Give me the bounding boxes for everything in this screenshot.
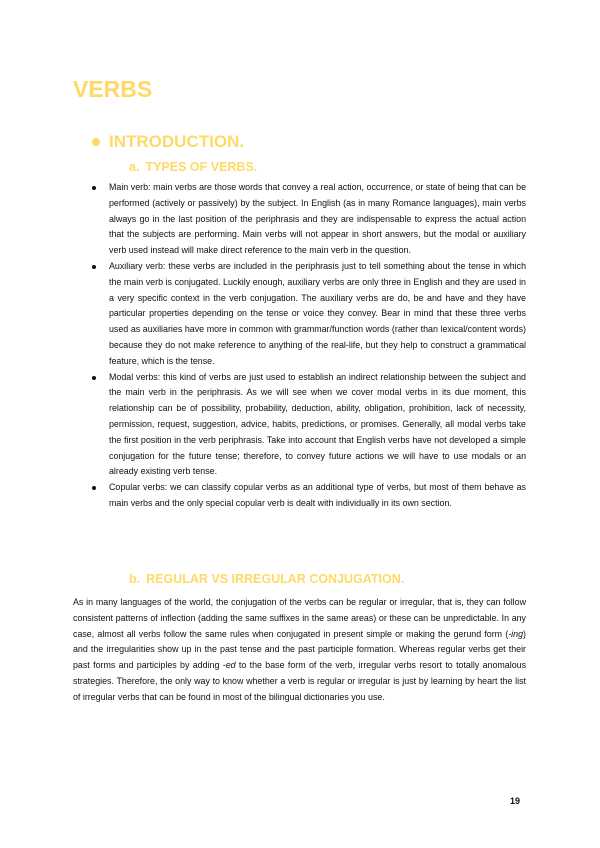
bullet-icon: [92, 486, 96, 490]
list-item-text: Modal verbs: this kind of verbs are just used to establish an indirect relationship between the subject and the main verb in the periphrasis. As we will see when we cover modal verbs in its due moment, this relationship can be of possibility, probability, deduction, ability, obligation, prohibition, lack of necessity, permission, request, suggestion, advice, habits, predictions, or promises. Generally, all modal verbs take the first position in the verb periphrasis. Take into account that English verbs have not developed a simple conjugation for the future tense; therefore, to convey future actions we will have to use modals or an already existing verb tense.: [109, 371, 526, 477]
body-paragraph: [73, 595, 526, 706]
bullet-icon: [92, 265, 96, 269]
paragraph-text: to the base form of the verb, irregular verbs resort to totally anomalous strategies. Therefore, the only way to know whether a verb is regular or irregular is just by learning by heart the list of irregular verbs that can be found in most of the bilingual dictionaries you use.: [73, 660, 527, 702]
section-heading: [92, 132, 244, 152]
bullet-icon: [92, 376, 96, 380]
subsection-title: REGULAR VS IRREGULAR CONJUGATION.: [146, 572, 405, 586]
subsection-title: TYPES OF VERBS.: [145, 160, 258, 174]
italic-suffix: -ed: [222, 660, 236, 671]
page-number: 19: [510, 796, 521, 806]
bullet-icon: [92, 186, 96, 190]
list-item: [92, 259, 526, 370]
verb-types-list: [92, 180, 526, 512]
subsection-heading-a: [129, 160, 257, 174]
subsection-letter: b.: [129, 572, 141, 586]
list-item-text: Main verb: main verbs are those words that convey a real action, occurrence, or state of being that can be performed (actively or passively) by the subject. In English (as in many Romance languages), main verbs always go in the last position of the periphrasis and they are indispensable to express the actual action that the subjects are performing. Main verbs will not appear in short answers, but the modal or auxiliary verb used instead will make direct reference to the main verb in the question.: [109, 182, 526, 256]
list-item-text: Auxiliary verb: these verbs are included in the periphrasis just to tell something about the tense in which the main verb is conjugated. Luckily enough, auxiliary verbs are only three in English and they are used in a very specific context in the verb conjugation. The auxiliary verbs are do, be and have and they have particular properties depending on the tense or voice they convey. Bear in mind that these three verbs used as auxiliaries have more in common with grammar/function words (rather than lexical/content words) because they do not make reference to anything of the real-life, but they help to construct a grammatical feature, which is the tense.: [109, 260, 526, 366]
bullet-icon: [92, 138, 100, 146]
subsection-heading-b: [129, 572, 404, 586]
list-item: [92, 180, 526, 259]
list-item: [92, 480, 526, 512]
list-item-text: Copular verbs: we can classify copular verbs as an additional type of verbs, but most of them behave as main verbs and the only special copular verb is dealt with individually in its own section.: [109, 482, 526, 508]
italic-suffix: -ing: [508, 628, 524, 639]
paragraph-text: ) and the irregularities show up in the past tense and the past participle formation. Whereas regular verbs get their past forms and participles by adding: [73, 628, 526, 671]
section-heading-text: INTRODUCTION.: [109, 132, 245, 151]
subsection-letter: a.: [129, 160, 140, 174]
paragraph-text: As in many languages of the world, the conjugation of the verbs can be regular or irregular, that is, they can follow consistent patterns of inflection (adding the same suffixes in the same areas) or these can be unpredictable. In any case, almost all verbs follow the same rules when conjugated in present simple or making the gerund form (: [73, 597, 526, 639]
list-item: [92, 370, 526, 481]
page-title: VERBS: [73, 76, 153, 102]
